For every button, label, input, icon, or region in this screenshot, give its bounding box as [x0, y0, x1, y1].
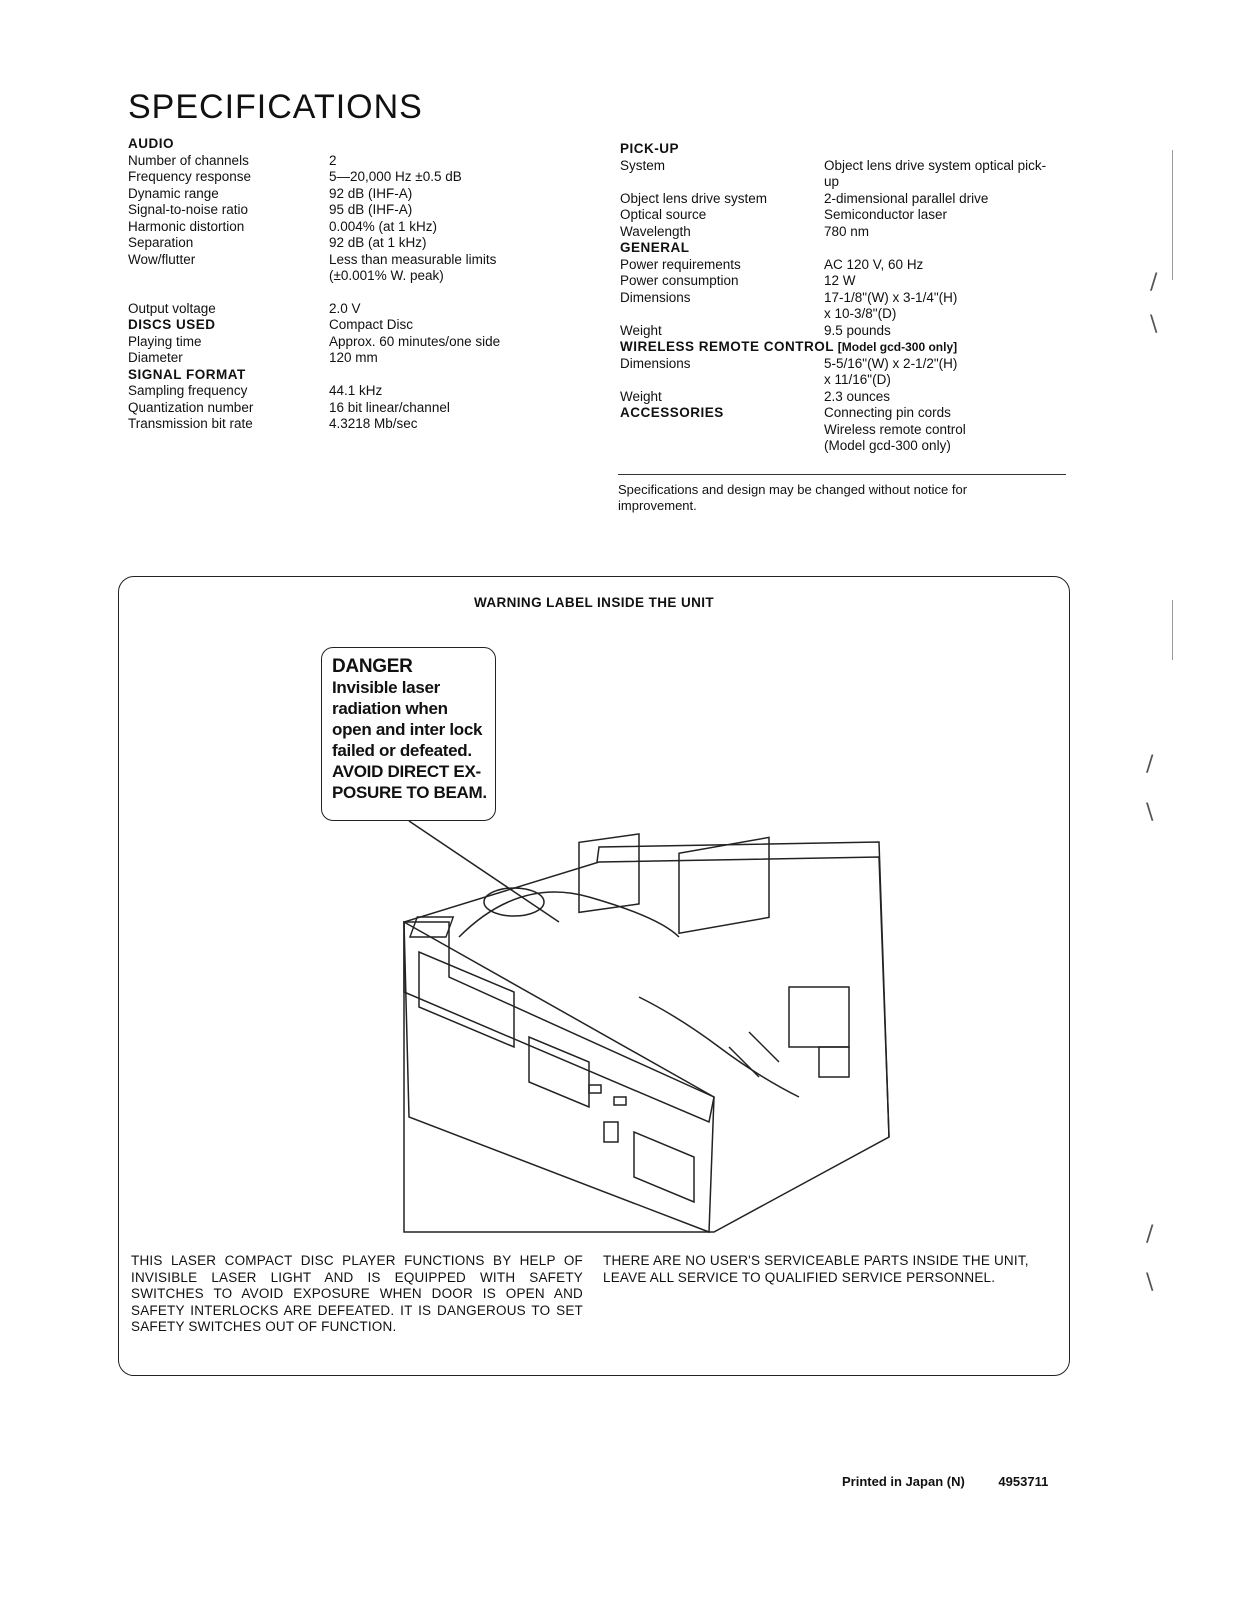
- spec-value: 44.1 kHz: [329, 383, 383, 398]
- accessories-row: [620, 405, 1070, 455]
- audio-spec-list: [128, 153, 548, 318]
- spec-label: Wow/flutter: [128, 251, 196, 267]
- spec-label: Signal-to-noise ratio: [128, 202, 249, 217]
- specs-right-column: [620, 141, 1070, 455]
- spec-value: 120 mm: [329, 350, 378, 365]
- warning-label-box: [118, 576, 1070, 1376]
- danger-heading: DANGER: [332, 656, 413, 677]
- remote-heading: WIRELESS REMOTE CONTROL: [620, 339, 834, 354]
- spec-value: x 11/16"(D): [824, 372, 891, 387]
- discs-heading: DISCS USED: [128, 317, 216, 332]
- spec-row: [620, 273, 1070, 290]
- front-panel-top: [404, 922, 714, 1122]
- spec-value: 16 bit linear/channel: [329, 399, 450, 415]
- warning-text-right: THERE ARE NO USER'S SERVICEABLE PARTS INSIDE THE UNIT, LEAVE ALL SERVICE TO QUALIFIED SERVICE PERSONNEL.: [603, 1253, 1029, 1285]
- spec-value: 2.3 ounces: [824, 388, 891, 404]
- spec-label: Sampling frequency: [128, 383, 248, 398]
- spec-row: [620, 323, 1070, 340]
- accessory-item: (Model gcd-300 only): [824, 438, 951, 453]
- spec-value: 2.0 V: [329, 300, 361, 316]
- spec-value: 12 W: [824, 273, 856, 288]
- scan-mark: /: [1146, 752, 1154, 777]
- pcb-board: [679, 837, 769, 933]
- printed-in: Printed in Japan (N): [842, 1474, 965, 1489]
- spec-label: Harmonic distortion: [128, 218, 245, 234]
- spec-label: Weight: [620, 388, 662, 404]
- spec-value: 5-5/16"(W) x 2-1/2"(H): [824, 355, 958, 371]
- spec-row: [620, 191, 1070, 208]
- spec-label: Optical source: [620, 207, 707, 222]
- page-footer: [842, 1474, 1078, 1489]
- general-heading: GENERAL: [620, 240, 690, 255]
- spec-row: [128, 219, 548, 236]
- spec-value: Approx. 60 minutes/one side: [329, 333, 501, 349]
- component-block: [819, 1047, 849, 1077]
- scan-mark: \: [1150, 312, 1158, 337]
- spec-row: [128, 153, 548, 170]
- spec-label: [620, 174, 824, 191]
- discs-heading-row: [128, 317, 548, 334]
- spec-label: Power consumption: [620, 273, 739, 288]
- spec-value: (±0.001% W. peak): [329, 268, 444, 283]
- mechanism-block: [579, 834, 639, 912]
- spec-row: [620, 174, 1070, 191]
- danger-line: AVOID DIRECT EX-: [332, 762, 481, 781]
- spec-row: [620, 158, 1070, 175]
- display-window: [529, 1037, 589, 1107]
- spec-row: [128, 416, 548, 433]
- warning-text-left: THIS LASER COMPACT DISC PLAYER FUNCTIONS BY HELP OF INVISIBLE LASER LIGHT AND IS EQUIPPED WITH SAFETY SWITCHES TO AVOID EXPOSURE WHEN DOOR IS OPEN AND SAFETY INTERLOCKS ARE DEFEATED. IT IS DANGEROUS TO SET SAFETY SWITCHES OUT OF FUNCTION.: [131, 1253, 583, 1334]
- danger-line: open and inter lock: [332, 720, 483, 739]
- spec-value: 5—20,000 Hz ±0.5 dB: [329, 169, 462, 184]
- spec-label: Separation: [128, 235, 194, 250]
- warning-title: WARNING LABEL INSIDE THE UNIT: [473, 595, 715, 610]
- spec-value: up: [824, 174, 840, 189]
- spec-label: Playing time: [128, 333, 202, 349]
- accessory-item: Wireless remote control: [824, 421, 966, 437]
- spec-label: Quantization number: [128, 399, 254, 415]
- scan-mark: \: [1146, 1270, 1154, 1295]
- specs-left-column: [128, 136, 548, 433]
- pickup-heading: PICK-UP: [620, 141, 680, 156]
- spec-value: 2-dimensional parallel drive: [824, 190, 989, 206]
- spec-row: [620, 389, 1070, 406]
- spec-row: [128, 383, 548, 400]
- spec-row: [620, 372, 1070, 389]
- spec-value: 2: [329, 152, 337, 168]
- danger-line: failed or defeated.: [332, 741, 472, 760]
- spec-row: [128, 301, 548, 318]
- document-code: 4953711: [998, 1474, 1049, 1489]
- spec-label: Weight: [620, 322, 662, 338]
- spec-label: Output voltage: [128, 300, 216, 316]
- spec-value: 0.004% (at 1 kHz): [329, 218, 438, 234]
- spec-value: 17-1/8"(W) x 3-1/4"(H): [824, 289, 958, 305]
- ribbon-cable: [459, 892, 679, 937]
- danger-label: [321, 647, 496, 821]
- audio-heading: AUDIO: [128, 136, 174, 151]
- spec-row: [128, 186, 548, 203]
- spec-value: Less than measurable limits: [329, 251, 497, 267]
- spec-row: [128, 400, 548, 417]
- spec-value: 92 dB (at 1 kHz): [329, 235, 427, 250]
- spec-label: System: [620, 157, 666, 173]
- change-notice: Specifications and design may be changed without notice for improvement.: [618, 482, 968, 513]
- spec-value: 92 dB (IHF-A): [329, 185, 413, 201]
- spec-label: Wavelength: [620, 223, 691, 239]
- spec-label: Power requirements: [620, 256, 741, 272]
- spec-row: [128, 169, 548, 186]
- spec-row: [128, 334, 548, 351]
- danger-line: POSURE TO BEAM.: [332, 783, 487, 802]
- spec-row: [620, 290, 1070, 307]
- spec-row: [620, 224, 1070, 241]
- accessories-list: [824, 405, 1070, 455]
- button-4: [614, 1097, 626, 1105]
- spec-row: [620, 356, 1070, 373]
- spec-label: Frequency response: [128, 169, 252, 184]
- remote-heading-note: [Model gcd-300 only]: [837, 340, 958, 354]
- spec-value: 780 nm: [824, 223, 870, 239]
- chassis-outline: [404, 857, 889, 1232]
- signal-format-spec-list: [128, 383, 548, 433]
- danger-line: Invisible laser: [332, 678, 440, 697]
- cd-player-illustration: [119, 577, 1069, 1237]
- accessories-heading: ACCESSORIES: [620, 405, 724, 420]
- spec-row: [128, 268, 548, 285]
- spec-value: 95 dB (IHF-A): [329, 202, 413, 217]
- spec-label: Number of channels: [128, 152, 249, 168]
- spec-label: Diameter: [128, 350, 183, 365]
- button-5: [604, 1122, 618, 1142]
- spec-row: [620, 306, 1070, 323]
- wire-harness: [639, 997, 799, 1097]
- spec-row: [620, 257, 1070, 274]
- discs-spec-list: [128, 334, 548, 367]
- spec-value: x 10-3/8"(D): [824, 306, 897, 321]
- button-3: [589, 1085, 601, 1093]
- spec-label: Dimensions: [620, 355, 691, 371]
- laser-spot-marker: [410, 917, 453, 937]
- spec-row: [128, 202, 548, 219]
- spec-value: 9.5 pounds: [824, 322, 891, 338]
- scan-mark: /: [1146, 1222, 1154, 1247]
- spec-row: [620, 207, 1070, 224]
- scan-edge-line: [1172, 600, 1173, 660]
- danger-line: radiation when: [332, 699, 448, 718]
- spacer: [128, 285, 548, 301]
- spec-value: AC 120 V, 60 Hz: [824, 256, 924, 272]
- remote-spec-list: [620, 356, 1070, 406]
- general-spec-list: [620, 257, 1070, 340]
- front-panel: [404, 922, 714, 1232]
- accessory-item: Connecting pin cords: [824, 405, 951, 420]
- spec-value: Semiconductor laser: [824, 207, 948, 222]
- spec-row: [128, 252, 548, 269]
- spec-label: Dynamic range: [128, 185, 219, 201]
- scan-mark: /: [1150, 270, 1158, 295]
- spec-label: Transmission bit rate: [128, 416, 253, 431]
- leader-line: [409, 821, 559, 922]
- remote-heading-row: [620, 339, 1070, 356]
- spec-label: [620, 372, 824, 389]
- signal-format-heading: SIGNAL FORMAT: [128, 366, 246, 382]
- spec-label: [128, 268, 329, 285]
- divider-rule: [618, 474, 1066, 475]
- scan-edge-line: [1172, 150, 1173, 280]
- display-window-right: [634, 1132, 694, 1202]
- spec-label: Object lens drive system: [620, 190, 768, 206]
- spec-label: [620, 306, 824, 323]
- pickup-spec-list: [620, 158, 1070, 241]
- spec-value: 4.3218 Mb/sec: [329, 416, 418, 431]
- spec-row: [128, 350, 548, 367]
- spec-label: Dimensions: [620, 289, 691, 305]
- transformer: [789, 987, 849, 1047]
- scan-mark: \: [1146, 800, 1154, 825]
- discs-heading-value: Compact Disc: [329, 317, 414, 332]
- spec-row: [128, 235, 548, 252]
- spec-value: Object lens drive system optical pick-: [824, 157, 1047, 173]
- page-title: SPECIFICATIONS: [128, 88, 423, 126]
